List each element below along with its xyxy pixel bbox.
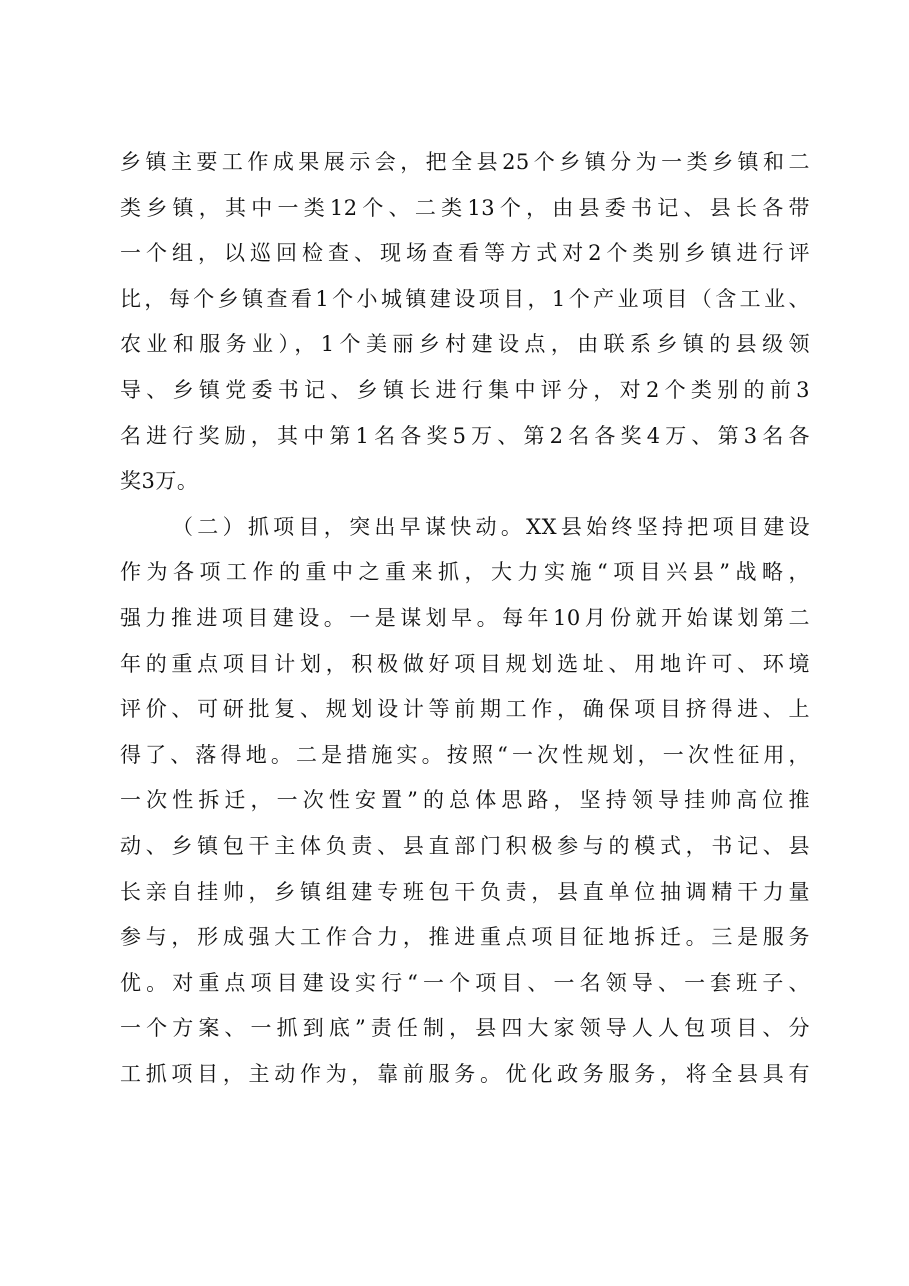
text-line: 动、乡镇包干主体负责、县直部门积极参与的模式，书记、县 [120, 833, 810, 858]
text-line: 强力推进项目建设。一是谋划早。每年10月份就开始谋划第二 [120, 605, 810, 630]
text-line: 比，每个乡镇查看1个小城镇建设项目，1个产业项目（含工业、 [120, 286, 810, 311]
text-line: 得了、落得地。二是措施实。按照“一次性规划，一次性征用， [120, 742, 810, 767]
text-line: 年的重点项目计划，积极做好项目规划选址、用地许可、环境 [120, 651, 810, 676]
text-line: 名进行奖励，其中第1名各奖5万、第2名各奖4万、第3名各 [120, 423, 810, 448]
text-line: 奖3万。 [120, 469, 199, 494]
text-line: 一个组，以巡回检查、现场查看等方式对2个类别乡镇进行评 [120, 241, 810, 266]
text-line: 类乡镇，其中一类12个、二类13个，由县委书记、县长各带 [120, 195, 810, 220]
text-line: 导、乡镇党委书记、乡镇长进行集中评分，对2个类别的前3 [120, 377, 810, 402]
text-line: 长亲自挂帅，乡镇组建专班包干负责，县直单位抽调精干力量 [120, 879, 810, 904]
text-line: 评价、可研批复、规划设计等前期工作，确保项目挤得进、上 [120, 697, 810, 722]
text-line: 乡镇主要工作成果展示会，把全县25个乡镇分为一类乡镇和二 [120, 150, 810, 174]
paragraph-heading-line: （二）抓项目，突出早谋快动。XX县始终坚持把项目建设 [172, 514, 810, 539]
text-line: 作为各项工作的重中之重来抓，大力实施“项目兴县”战略， [120, 560, 810, 585]
text-line: 工抓项目，主动作为，靠前服务。优化政务服务，将全县具有 [120, 1061, 810, 1086]
document-body [120, 140, 810, 1097]
text-line: 优。对重点项目建设实行“一个项目、一名领导、一套班子、 [120, 970, 810, 995]
text-line: 参与，形成强大工作合力，推进重点项目征地拆迁。三是服务 [120, 925, 810, 950]
text-line: 一次性拆迁，一次性安置”的总体思路，坚持领导挂帅高位推 [120, 788, 810, 813]
text-line: 农业和服务业），1个美丽乡村建设点，由联系乡镇的县级领 [120, 332, 810, 357]
text-line: 一个方案、一抓到底”责任制，县四大家领导人人包项目、分 [120, 1016, 810, 1041]
